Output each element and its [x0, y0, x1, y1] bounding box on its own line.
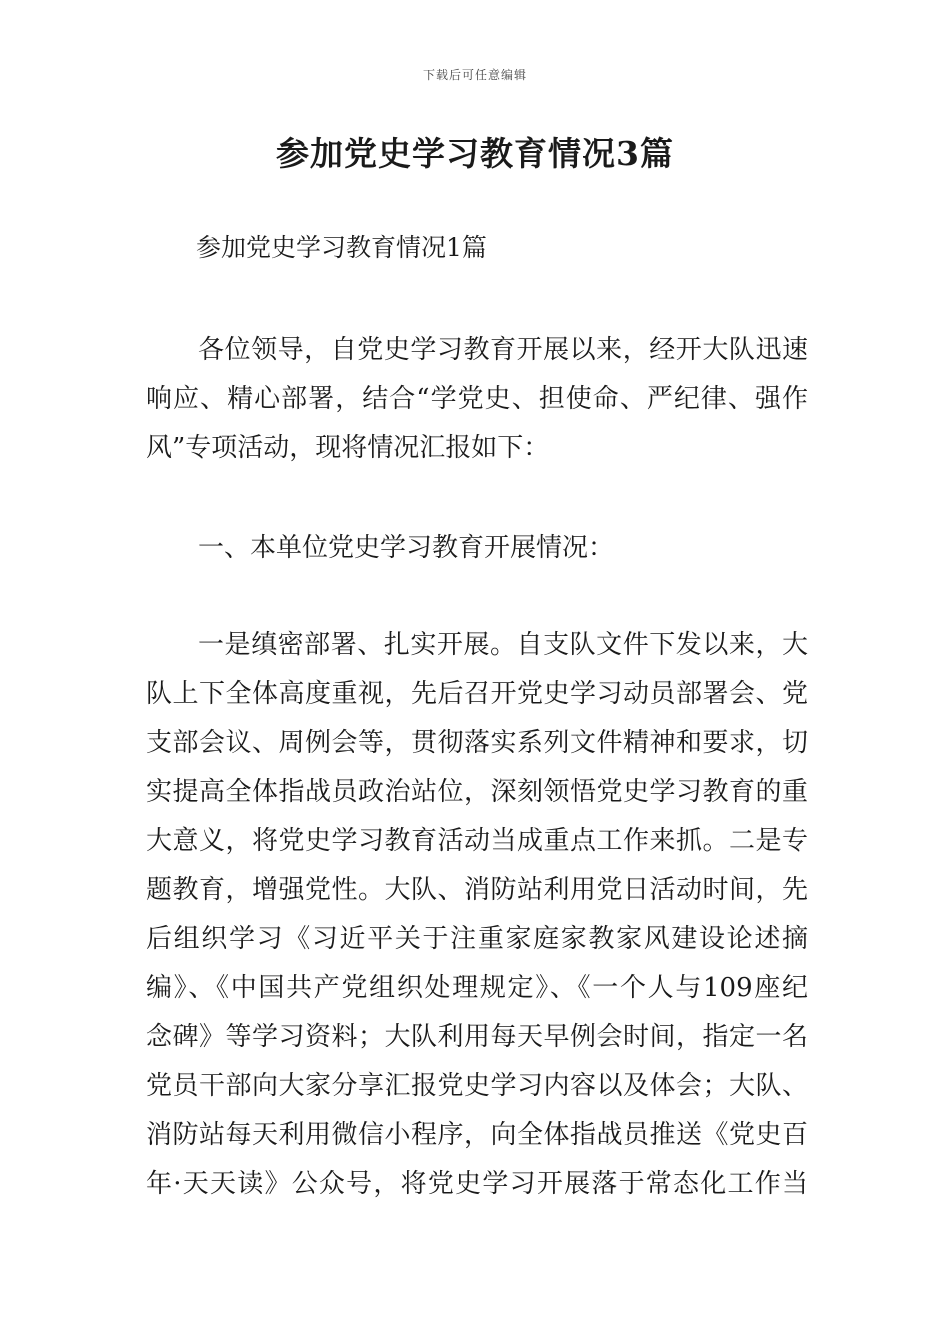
paragraph-line: 队上下全体高度重视，先后召开党史学习动员部署会、党 — [146, 679, 808, 709]
paragraph-line: 年·天天读》公众号，将党史学习开展落于常态化工作当 — [146, 1169, 808, 1199]
intro-paragraph — [146, 326, 808, 473]
paragraph-line: 一是缜密部署、扎实开展。自支队文件下发以来，大 — [198, 630, 808, 660]
section-heading: 一、本单位党史学习教育开展情况： — [198, 533, 615, 563]
paragraph-line: 响应、精心部署，结合“学党史、担使命、严纪律、强作 — [146, 384, 808, 414]
section-subtitle: 参加党史学习教育情况1篇 — [196, 233, 487, 262]
paragraph-line: 支部会议、周例会等，贯彻落实系列文件精神和要求，切 — [146, 728, 808, 758]
paragraph-line: 消防站每天利用微信小程序，向全体指战员推送《党史百 — [146, 1120, 808, 1150]
paragraph-line: 编》、《中国共产党组织处理规定》、《一个人与109座纪 — [146, 973, 808, 1003]
paragraph-line: 题教育，增强党性。大队、消防站利用党日活动时间，先 — [146, 875, 808, 905]
paragraph-line: 大意义，将党史学习教育活动当成重点工作来抓。二是专 — [146, 826, 808, 856]
paragraph-line: 实提高全体指战员政治站位，深刻领悟党史学习教育的重 — [146, 777, 808, 807]
header-note: 下载后可任意编辑 — [422, 68, 527, 82]
paragraph-line: 后组织学习《习近平关于注重家庭家教家风建设论述摘 — [146, 924, 808, 954]
paragraph-line: 党员干部向大家分享汇报党史学习内容以及体会；大队、 — [146, 1071, 808, 1101]
section-heading-paragraph — [146, 524, 808, 573]
body-paragraph — [146, 621, 808, 1209]
paragraph-line: 风”专项活动，现将情况汇报如下： — [146, 433, 550, 463]
paragraph-line: 各位领导，自党史学习教育开展以来，经开大队迅速 — [198, 335, 808, 365]
document-title: 参加党史学习教育情况3篇 — [276, 134, 674, 173]
paragraph-line: 念碑》等学习资料；大队利用每天早例会时间，指定一名 — [146, 1022, 808, 1052]
